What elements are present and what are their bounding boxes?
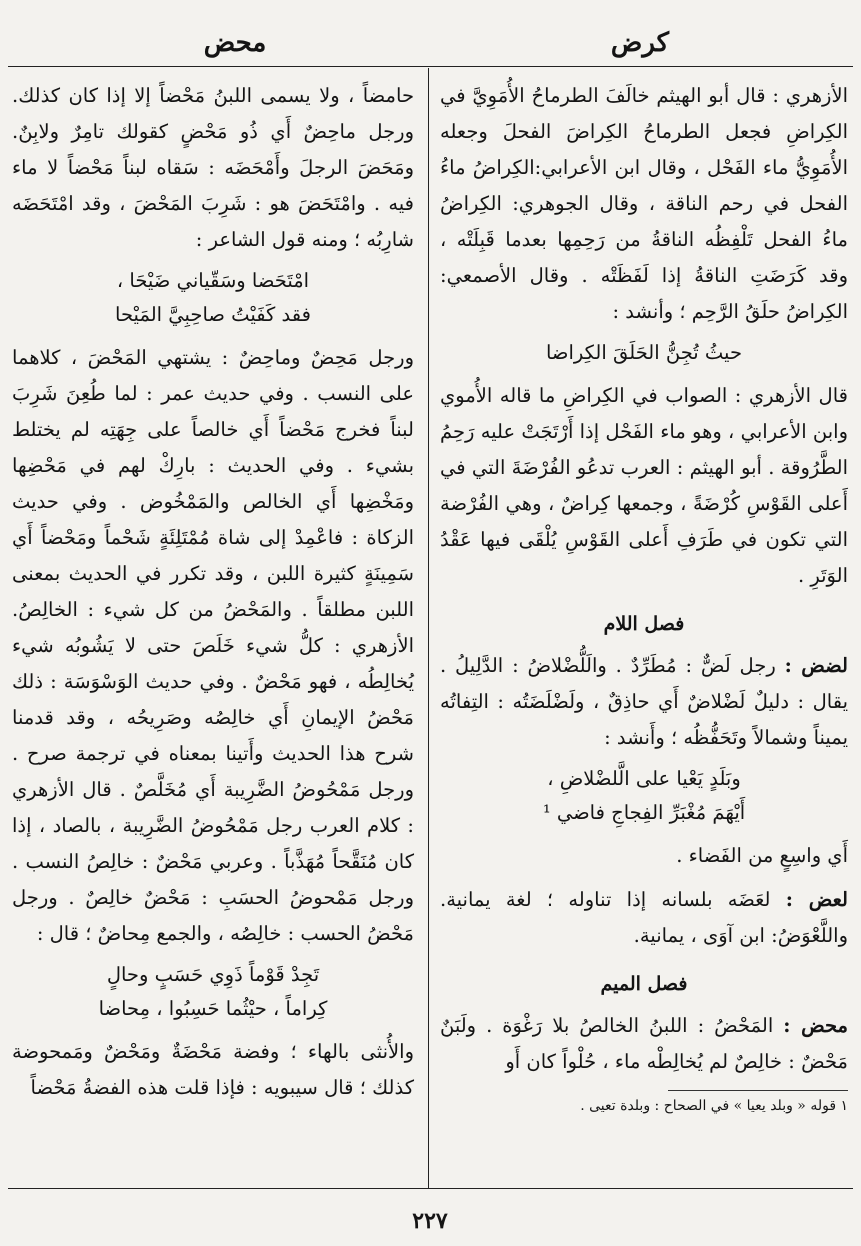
paragraph: ورجل مَحِضٌ وماحِضٌ : يشتهي المَحْضَ ، كلاهما على النسب . وفي حديث عمر : لما طُعِنَ شَرِبَ لبناً فخرج مَحْضاً أَي خالصاً على جِهَتِه لم يختلط بشيء . وفي الحديث : بارِكْ لهم في مَحْضِها ومَخْضِها أَي الخالص والمَمْخُوض . وفي حديث الزكاة : فاعْمِدْ إلى شاة مُمْتَلِئَةٍ شَحْماً ومَحْضاً أَي سَمِينَةٍ كثيرة اللبن ، وقد تكرر في الحديث بمعنى اللبن مطلقاً . والمَحْضُ من كل شيء : الخالِصُ. الأزهري : كلُّ شيء خَلَصَ حتى لا يَشُوبُه شيء يُخالِطُه ، فهو مَحْضٌ . وفي حديث الوَسْوَسَة : ذلك مَحْضُ الإيمانِ أَي خالِصُه وصَرِيحُه ، وقد قدمنا شرح هذا الحديث وأَتينا بمعناه في ترجمة صرح . ورجل مَمْحُوضُ الضَّرِيبة أَي مُخَلَّصٌ . قال الأزهري : كلام العرب رجل مَمْحُوضُ الضَّرِيبة ، بالصاد ، إذا كان مُنَقَّحاً مُهَذَّباً . وعربي مَحْضٌ : خالِصُ النسب . ورجل مَمْحوضُ الحسَبِ : مَحْضٌ خالِصٌ . ورجل مَحْضُ الحسب : خالِصُه ، والجمع مِحاضٌ ؛ قال :: [12, 346, 414, 945]
section-heading-mim: فصل الميم: [600, 973, 688, 995]
page-number: ٢٢٧: [412, 1208, 448, 1234]
verse-line: امْتَحَضا وسَقّياني ضَيْحَا ،: [116, 269, 310, 292]
paragraph: أَي واسِعٍ من الفَضاء .: [676, 844, 848, 867]
paragraph: الأزهري : قال أبو الهيثم خالَفَ الطرماحُ الأُمَوِيَّ في الكِراضِ فجعل الطرماحُ الكِراضَ الفحلَ وجعله الأُمَوِيُّ ماء الفَحْل ، وقال ابن الأعرابي:الكِراضُ ماءُ الفحل في رحم الناقة ، وقال الجوهري: الكِراضُ ماءُ الفحل تَلْفِظُه الناقةُ من رَحِمِها بعدما قَبِلَتْه ، وقد كَرَضَتِ الناقةُ إذا لَفَظَتْه . وقال الأصمعي: الكِراضُ حلَقُ الرَّحِم ؛ وأنشد :: [440, 84, 848, 323]
footnote: ١ قوله « وبلد يعيا » في الصحاح : وبلدة تعيى .: [580, 1098, 848, 1114]
verse-line: كِراماً ، حيْثُما حَسِبُوا ، مِحاضا: [98, 997, 328, 1020]
paragraph: قال الأزهري : الصواب في الكِراضِ ما قاله الأُموي وابن الأعرابي ، وهو ماء الفَحْل إذا أَرْتَجَتْ عليه رَحِمُ الطَّرُوقة . أبو الهيثم : العرب تدعُو الفُرْضَةَ التي في أَعلى القَوْسِ كُرْضَةً ، وجمعها كِراضٌ ، وهي الفُرْضة التي تكون في طَرَفِ أَعلى القَوْسِ يُلْقَى فيها عَقْدُ الوَتَرِ .: [440, 384, 848, 587]
running-head-right: كرض: [610, 28, 670, 58]
entry-headword: لضض :: [784, 654, 848, 677]
entry-headword: محض :: [783, 1014, 849, 1037]
verse: [12, 958, 414, 1026]
verse: [12, 264, 414, 332]
entry-headword: لعض :: [785, 888, 848, 911]
section-heading-lam: فصل اللام: [603, 613, 685, 635]
verse-line: وبَلَدٍ يَعْيا على الَّلضْلاضِ ،: [547, 767, 741, 790]
top-rule: [8, 66, 853, 67]
paragraph: والأُنثى بالهاء ؛ وفضة مَحْضَةٌ ومَحْضٌ ومَمحوضة كذلك ؛ قال سيبويه : فإذا قلت هذه الفضةُ مَحْضاً: [12, 1040, 414, 1099]
entry-ladd: [440, 648, 848, 756]
entry-mahd: [440, 1008, 848, 1080]
entry-text: رجل لَضٌّ : مُطَرِّدٌ . والَلُّضْلاضُ : الدَّلِيلُ . يقال : دليلٌ لَضْلاضٌ أَي حاذِقٌ ، ولَضْلَضَتُه : التِفاتُه يميناً وشمالاً وتَحَفُّظُه ؛ وأَنشد :: [440, 654, 848, 749]
verse-line: تَجِدْ قَوْماً ذَوِي حَسَبٍ وحالٍ: [106, 963, 320, 986]
entry-text: المَحْضُ : اللبنُ الخالصُ بلا رَغْوَة . ولَبَنٌ مَحْضٌ : خالِصٌ لم يُخالِطْه ماء ، حُلْواً كان أَو: [440, 1014, 848, 1073]
left-column: [12, 78, 414, 1106]
verse-line: أَيْهَمَ مُغْبَرِّ الفِجاجِ فاضي ¹: [542, 801, 746, 824]
footnote-rule: [668, 1090, 848, 1091]
bottom-rule: [8, 1188, 853, 1189]
entry-text: لعَضَه بلسانه إذا تناوله ؛ لغة يمانية. واللَّعْوَضُ: ابن آوَى ، يمانية.: [440, 888, 848, 947]
running-head-left: محض: [203, 28, 267, 58]
verse: [440, 762, 848, 830]
verse: حيثُ تُجِنُّ الحَلَقَ الكِراضا: [545, 341, 742, 364]
entry-laad: [440, 882, 848, 954]
page-header: [0, 20, 861, 70]
right-column: [440, 78, 848, 1117]
verse-line: فقد كَفَيْتُ صاحِبِيَّ المَيْحا: [115, 303, 311, 326]
column-divider: [428, 68, 429, 1188]
paragraph: حامضاً ، ولا يسمى اللبنُ مَحْضاً إلا إذا كان كذلك. ورجل ماحِضٌ أَي ذُو مَحْضٍ كقولك تامِرٌ ولابِنٌ. ومَحَضَ الرجلَ وأَمْحَضَه : سَقاه لبناً مَحْضاً لا ماء فيه . وامْتَحَضَ هو : شَرِبَ المَحْضَ ، وقد امْتَحَضَه شارِبُه ؛ ومنه قول الشاعر :: [12, 84, 414, 251]
